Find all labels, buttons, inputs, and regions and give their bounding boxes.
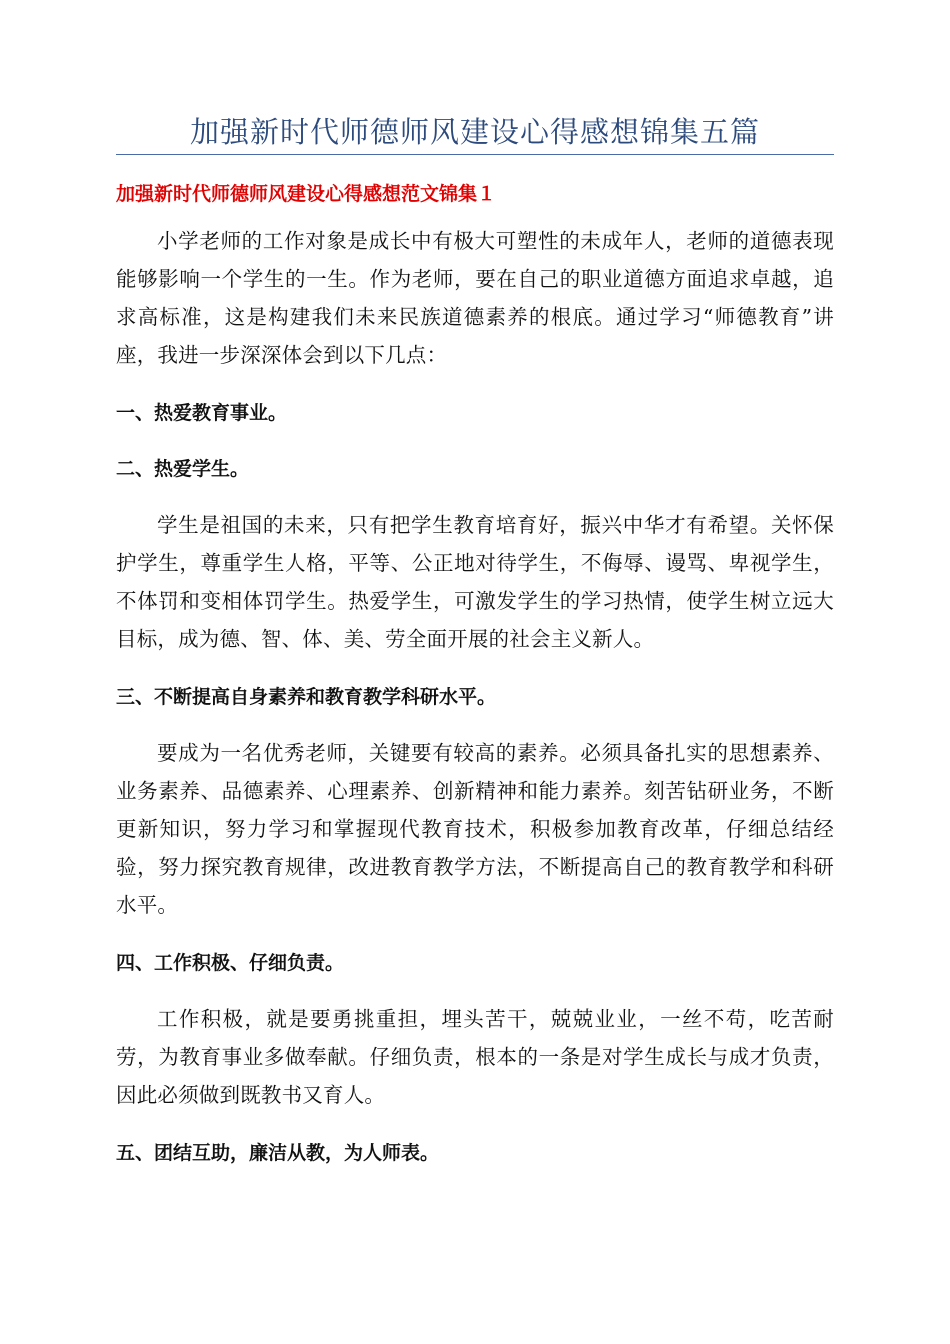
point-paragraph-3: 要成为一名优秀老师，关键要有较高的素养。必须具备扎实的思想素养、业务素养、品德素养、心理素养、创新精神和能力素养。刻苦钻研业务，不断更新知识，努力学习和掌握现代教育技术，积极参加教育改革，仔细总结经验，努力探究教育规律，改进教育教学方法，不断提高自己的教育教学和科研水平。 bbox=[116, 741, 834, 917]
point-heading-5: 五、团结互助，廉洁从教，为人师表。 bbox=[116, 1142, 440, 1164]
document-title: 加强新时代师德师风建设心得感想锦集五篇 bbox=[189, 115, 760, 149]
point-heading-3: 三、不断提高自身素养和教育教学科研水平。 bbox=[116, 686, 497, 708]
point-heading-4: 四、工作积极、仔细负责。 bbox=[116, 952, 345, 974]
point-heading-2: 二、热爱学生。 bbox=[116, 458, 250, 480]
point-paragraph-4: 工作积极，就是要勇挑重担，埋头苦干，兢兢业业，一丝不苟，吃苦耐劳，为教育事业多做奉献。仔细负责，根本的一条是对学生成长与成才负责，因此必须做到既教书又育人。 bbox=[116, 1007, 834, 1107]
point-paragraph-2: 学生是祖国的未来，只有把学生教育培育好，振兴中华才有希望。关怀保护学生，尊重学生人格，平等、公正地对待学生，不侮辱、谩骂、卑视学生，不体罚和变相体罚学生。热爱学生，可激发学生的学习热情，使学生树立远大目标，成为德、智、体、美、劳全面开展的社会主义新人。 bbox=[116, 513, 834, 651]
document-body bbox=[116, 222, 834, 1172]
section-heading: 加强新时代师德师风建设心得感想范文锦集１ bbox=[116, 183, 497, 205]
point-heading-1: 一、热爱教育事业。 bbox=[116, 402, 288, 424]
intro-paragraph: 小学老师的工作对象是成长中有极大可塑性的未成年人，老师的道德表现能够影响一个学生的一生。作为老师，要在自己的职业道德方面追求卓越，追求高标准，这是构建我们未来民族道德素养的根底。通过学习“师德教育”讲座，我进一步深深体会到以下几点： bbox=[116, 229, 834, 367]
title-underline bbox=[116, 154, 834, 155]
